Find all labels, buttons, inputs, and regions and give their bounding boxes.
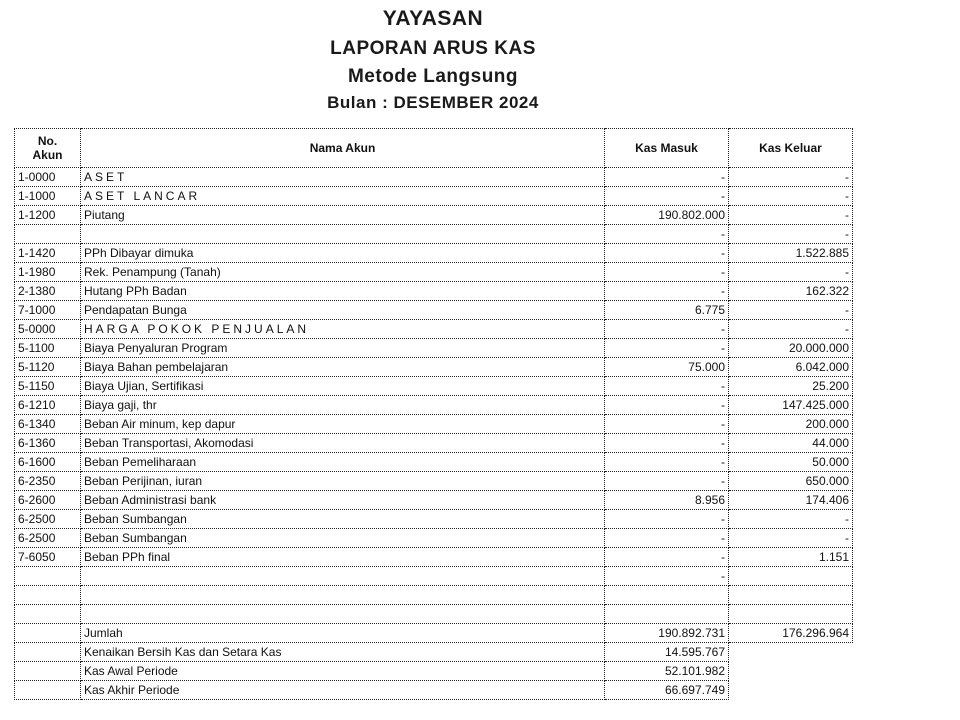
header-account-name: Nama Akun	[81, 129, 605, 168]
cash-out-value: -	[729, 320, 853, 339]
account-name: ASET	[81, 168, 605, 187]
cash-out-value: 650.000	[729, 472, 853, 491]
account-code: 6-2600	[15, 491, 81, 510]
cash-in-value: -	[605, 415, 729, 434]
cash-in-value: -	[605, 434, 729, 453]
account-name: Beban Pemeliharaan	[81, 453, 605, 472]
cash-out-value: 200.000	[729, 415, 853, 434]
summary-code-cell	[15, 643, 81, 662]
report-period: Bulan : DESEMBER 2024	[327, 93, 539, 112]
header-account-no: No. Akun	[15, 129, 81, 168]
account-code: 1-1980	[15, 263, 81, 282]
total-code-cell	[15, 624, 81, 643]
table-row	[15, 282, 853, 301]
cash-in-value: -	[605, 339, 729, 358]
table-row	[15, 472, 853, 491]
account-code: 5-1100	[15, 339, 81, 358]
account-code: 7-1000	[15, 301, 81, 320]
table-row	[15, 529, 853, 548]
account-name	[81, 567, 605, 586]
account-code: 6-1210	[15, 396, 81, 415]
report-title: LAPORAN ARUS KAS	[330, 38, 536, 59]
table-row	[15, 377, 853, 396]
account-code	[15, 567, 81, 586]
total-cash-out: 176.296.964	[729, 624, 853, 643]
summary-empty-cell	[729, 643, 853, 662]
cash-in-value: -	[605, 168, 729, 187]
account-name: Pendapatan Bunga	[81, 301, 605, 320]
account-code: 7-6050	[15, 548, 81, 567]
cash-in-value: -	[605, 225, 729, 244]
account-name: Biaya Penyaluran Program	[81, 339, 605, 358]
cash-out-value: -	[729, 263, 853, 282]
cash-out-value: -	[729, 206, 853, 225]
cash-out-value: -	[729, 187, 853, 206]
cash-in-value: 75.000	[605, 358, 729, 377]
account-name: PPh Dibayar dimuka	[81, 244, 605, 263]
account-name	[81, 586, 605, 605]
account-code: 6-1340	[15, 415, 81, 434]
table-row	[15, 301, 853, 320]
table-row	[15, 567, 853, 586]
total-label: Jumlah	[81, 624, 605, 643]
table-row	[15, 586, 853, 605]
cash-in-value: -	[605, 396, 729, 415]
cash-out-value: -	[729, 225, 853, 244]
cash-out-value: -	[729, 168, 853, 187]
cash-in-value	[605, 586, 729, 605]
cash-in-value: -	[605, 187, 729, 206]
account-code: 1-1420	[15, 244, 81, 263]
org-title: YAYASAN	[382, 7, 484, 30]
cash-out-value: -	[729, 510, 853, 529]
summary-label: Kenaikan Bersih Kas dan Setara Kas	[81, 643, 605, 662]
account-name: Hutang PPh Badan	[81, 282, 605, 301]
cash-out-value	[729, 586, 853, 605]
summary-label: Kas Akhir Periode	[81, 681, 605, 700]
report-header	[0, 4, 866, 115]
table-row	[15, 510, 853, 529]
account-name: Biaya Ujian, Sertifikasi	[81, 377, 605, 396]
table-row	[15, 263, 853, 282]
cash-out-value: 1.151	[729, 548, 853, 567]
account-name: Piutang	[81, 206, 605, 225]
report-method: Metode Langsung	[347, 66, 519, 87]
account-name: Beban Perijinan, iuran	[81, 472, 605, 491]
summary-row	[15, 681, 853, 700]
account-name: Beban Air minum, kep dapur	[81, 415, 605, 434]
account-code: 2-1380	[15, 282, 81, 301]
cash-out-value: -	[729, 529, 853, 548]
cash-out-value: 174.406	[729, 491, 853, 510]
account-code: 1-1200	[15, 206, 81, 225]
table-row	[15, 168, 853, 187]
table-row	[15, 548, 853, 567]
table-row	[15, 187, 853, 206]
total-cash-in: 190.892.731	[605, 624, 729, 643]
table-row	[15, 320, 853, 339]
table-row	[15, 453, 853, 472]
cash-out-value: 1.522.885	[729, 244, 853, 263]
cash-out-value: -	[729, 301, 853, 320]
account-code: 5-1150	[15, 377, 81, 396]
cash-out-value: 50.000	[729, 453, 853, 472]
summary-code-cell	[15, 662, 81, 681]
account-code: 6-1600	[15, 453, 81, 472]
summary-empty-cell	[729, 662, 853, 681]
cash-in-value: 8.956	[605, 491, 729, 510]
summary-label: Kas Awal Periode	[81, 662, 605, 681]
account-code: 5-1120	[15, 358, 81, 377]
cash-in-value: 6.775	[605, 301, 729, 320]
cash-out-value: 25.200	[729, 377, 853, 396]
account-name: Biaya gaji, thr	[81, 396, 605, 415]
cash-in-value: -	[605, 244, 729, 263]
account-code: 6-2500	[15, 529, 81, 548]
table-row	[15, 225, 853, 244]
cash-out-value: 6.042.000	[729, 358, 853, 377]
header-cash-out: Kas Keluar	[729, 129, 853, 168]
account-name	[81, 225, 605, 244]
cash-in-value: -	[605, 263, 729, 282]
account-code: 6-2500	[15, 510, 81, 529]
cash-in-value: -	[605, 320, 729, 339]
table-row	[15, 339, 853, 358]
cash-in-value: -	[605, 377, 729, 396]
summary-row	[15, 643, 853, 662]
account-name: Biaya Bahan pembelajaran	[81, 358, 605, 377]
cash-in-value: -	[605, 548, 729, 567]
account-name	[81, 605, 605, 624]
summary-code-cell	[15, 681, 81, 700]
cash-in-value: -	[605, 453, 729, 472]
summary-value: 52.101.982	[605, 662, 729, 681]
total-row	[15, 624, 853, 643]
account-code	[15, 225, 81, 244]
table-row	[15, 244, 853, 263]
summary-empty-cell	[729, 681, 853, 700]
account-name: Beban Sumbangan	[81, 529, 605, 548]
account-code	[15, 586, 81, 605]
table-row	[15, 491, 853, 510]
summary-value: 66.697.749	[605, 681, 729, 700]
cash-out-value: 147.425.000	[729, 396, 853, 415]
account-code: 6-2350	[15, 472, 81, 491]
cash-out-value: 162.322	[729, 282, 853, 301]
table-row	[15, 605, 853, 624]
account-code: 5-0000	[15, 320, 81, 339]
header-cash-in: Kas Masuk	[605, 129, 729, 168]
account-name: Rek. Penampung (Tanah)	[81, 263, 605, 282]
table-row	[15, 206, 853, 225]
cash-out-value: 20.000.000	[729, 339, 853, 358]
table-row	[15, 415, 853, 434]
cash-out-value	[729, 605, 853, 624]
account-name: Beban Transportasi, Akomodasi	[81, 434, 605, 453]
account-name: ASET LANCAR	[81, 187, 605, 206]
cash-in-value: -	[605, 529, 729, 548]
cash-out-value	[729, 567, 853, 586]
table-header-row	[15, 129, 853, 168]
account-code: 6-1360	[15, 434, 81, 453]
cash-flow-table	[14, 128, 853, 700]
table-row	[15, 358, 853, 377]
account-name: Beban Sumbangan	[81, 510, 605, 529]
cash-in-value: -	[605, 472, 729, 491]
summary-value: 14.595.767	[605, 643, 729, 662]
account-name: Beban PPh final	[81, 548, 605, 567]
account-code	[15, 605, 81, 624]
account-code: 1-1000	[15, 187, 81, 206]
table-row	[15, 396, 853, 415]
table-row	[15, 434, 853, 453]
cash-in-value: -	[605, 510, 729, 529]
cash-in-value: 190.802.000	[605, 206, 729, 225]
cash-out-value: 44.000	[729, 434, 853, 453]
account-code: 1-0000	[15, 168, 81, 187]
account-name: HARGA POKOK PENJUALAN	[81, 320, 605, 339]
cash-in-value: -	[605, 282, 729, 301]
account-name: Beban Administrasi bank	[81, 491, 605, 510]
cash-in-value: -	[605, 567, 729, 586]
summary-row	[15, 662, 853, 681]
cash-in-value	[605, 605, 729, 624]
